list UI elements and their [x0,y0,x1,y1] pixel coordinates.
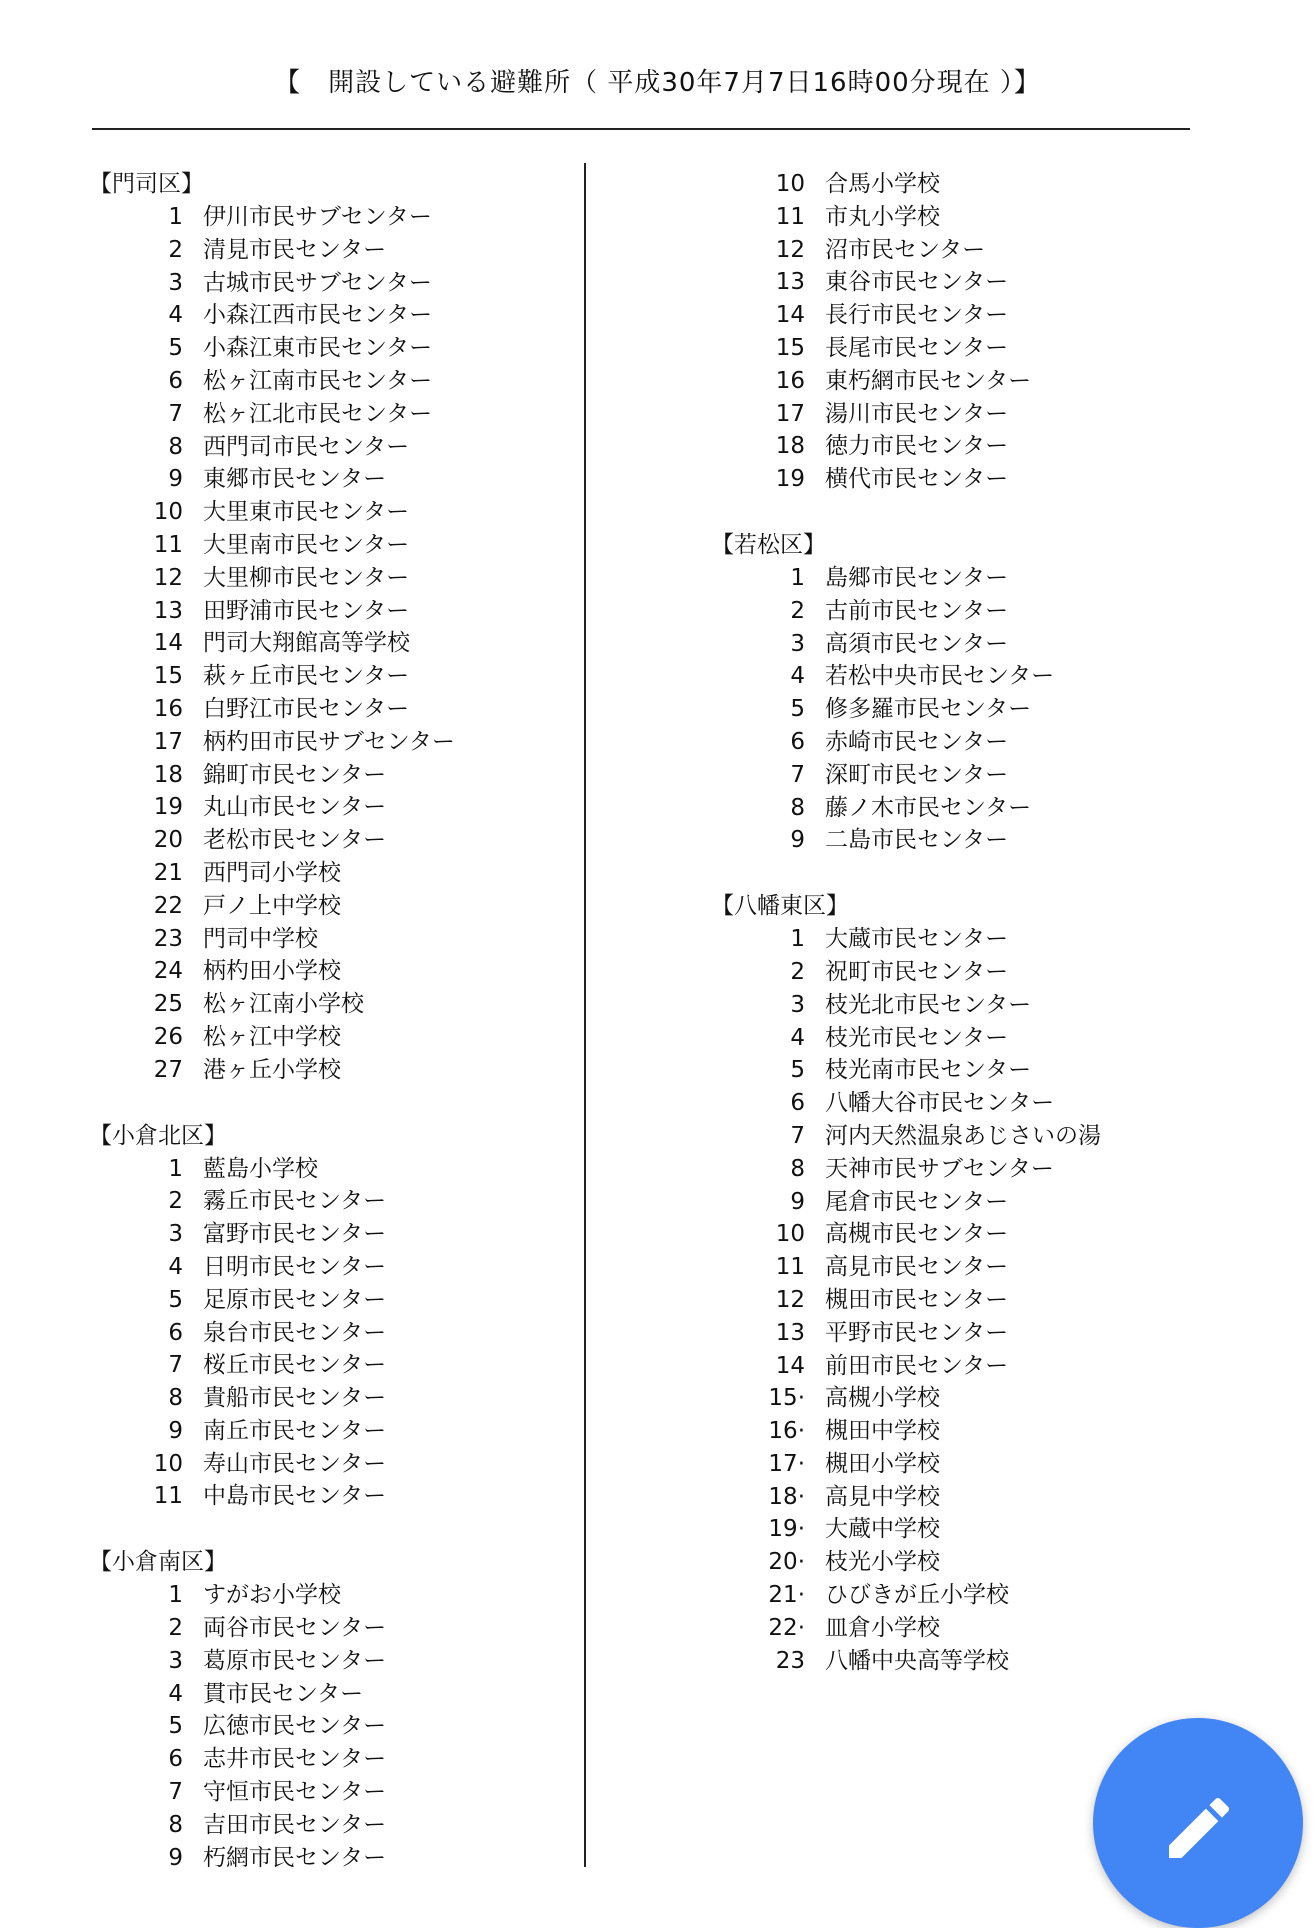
shelter-name: 東郷市民センター [203,466,387,493]
ward-section [711,890,1211,1677]
shelter-row [711,693,1211,726]
shelter-number: 9 [168,1844,183,1871]
shelter-number: 12 [153,564,183,591]
shelter-number: 3 [168,1221,183,1248]
shelter-row [89,1448,589,1481]
shelter-row [711,759,1211,792]
shelter-number: 3 [790,991,805,1018]
shelter-number: 5 [168,335,183,362]
shelter-name: 朽網市民センター [203,1844,387,1871]
shelter-number: 5 [790,696,805,723]
shelter-name: 老松市民センター [203,827,387,854]
shelter-number: 4 [168,302,183,329]
shelter-number: 3 [168,1647,183,1674]
shelter-number: 7 [168,400,183,427]
shelter-number: 11 [775,1254,805,1281]
shelter-name: 南丘市民センター [203,1417,387,1444]
shelter-name: 市丸小学校 [825,203,940,230]
ward-section [89,168,589,1087]
section-gap [89,1513,589,1546]
shelter-number: 8 [168,433,183,460]
shelter-row [89,1842,589,1875]
shelter-name: 高槻小学校 [825,1385,940,1412]
shelter-row [89,1480,589,1513]
ward-section [711,168,1211,496]
right-column [711,168,1211,1677]
shelter-row [89,496,589,529]
shelter-number: 21· [768,1582,805,1609]
ward-section [89,1546,589,1874]
shelter-row [89,234,589,267]
shelter-number: 8 [168,1811,183,1838]
shelter-row [89,267,589,300]
shelter-name: 泉台市民センター [203,1319,387,1346]
ward-heading: 【若松区】 [711,531,826,558]
shelter-number: 6 [790,1090,805,1117]
shelter-name: 大里東市民センター [203,499,410,526]
shelter-name: 小森江西市民センター [203,302,433,329]
shelter-row [89,463,589,496]
ward-heading: 【小倉南区】 [89,1549,227,1576]
shelter-row [711,726,1211,759]
shelter-row [89,1284,589,1317]
shelter-row [711,1317,1211,1350]
shelter-row [711,234,1211,267]
shelter-row [711,989,1211,1022]
shelter-number: 1 [168,204,183,230]
shelter-number: 21 [153,859,183,886]
shelter-name: 沼市民センター [825,236,986,263]
shelter-name: 寿山市民センター [203,1450,387,1477]
shelter-number: 22 [153,892,183,919]
shelter-number: 14 [153,630,183,657]
shelter-number: 6 [790,728,805,755]
shelter-name: 八幡大谷市民センター [825,1090,1055,1117]
ward-section [89,1120,589,1514]
shelter-name: 東谷市民センター [825,269,1009,296]
shelter-number: 2 [168,1188,183,1215]
shelter-number: 5 [168,1713,183,1740]
shelter-row [89,1317,589,1350]
shelter-number: 26 [153,1023,183,1050]
shelter-number: 1 [168,1582,183,1609]
shelter-name: 田野浦市民センター [203,597,410,624]
shelter-name: 横代市民センター [825,466,1009,493]
shelter-name: 錦町市民センター [203,761,387,788]
shelter-number: 24 [153,958,183,985]
shelter-number: 15 [775,334,805,361]
shelter-number: 10 [153,1450,183,1477]
shelter-number: 23 [775,1647,805,1674]
shelter-name: 萩ヶ丘市民センター [203,663,410,690]
shelter-number: 19 [775,466,805,493]
shelter-name: すがお小学校 [203,1582,341,1609]
shelter-row [89,562,589,595]
shelter-name: 平野市民センター [825,1319,1009,1346]
shelter-number: 7 [168,1779,183,1806]
shelter-name: 藍島小学校 [203,1155,318,1182]
shelter-number: 11 [153,1483,183,1510]
shelter-name: 日明市民センター [203,1253,387,1280]
shelter-number: 11 [153,531,183,558]
shelter-name: 貴船市民センター [203,1385,387,1412]
shelter-row [711,956,1211,989]
shelter-number: 18 [775,433,805,460]
shelter-number: 2 [790,958,805,985]
shelter-name: 河内天然温泉あじさいの湯 [825,1122,1101,1149]
shelter-row [711,1513,1211,1546]
shelter-row [89,398,589,431]
shelter-name: 伊川市民サブセンター [203,204,432,230]
shelter-name: 枝光市民センター [825,1024,1009,1051]
shelter-row [89,1612,589,1645]
shelter-number: 18 [153,761,183,788]
shelter-name: 柄杓田小学校 [203,958,341,985]
shelter-row [89,1678,589,1711]
shelter-row [711,201,1211,234]
shelter-name: 藤ノ木市民センター [825,794,1032,821]
pencil-edit-icon [1159,1788,1239,1868]
shelter-name: 松ヶ江南市民センター [203,367,433,394]
shelter-row [89,1415,589,1448]
shelter-name: 大蔵中学校 [825,1516,940,1543]
shelter-name: 長行市民センター [825,302,1009,329]
shelter-row [711,1415,1211,1448]
shelter-number: 17· [768,1450,805,1477]
page-title: 【 開設している避難所（ 平成30年7月7日16時00分現在 ）】 [274,68,1041,98]
shelter-row [89,1153,589,1186]
shelter-row [89,1776,589,1809]
shelter-row [711,1448,1211,1481]
shelter-number: 14 [775,302,805,329]
shelter-row [711,923,1211,956]
shelter-name: 枝光南市民センター [825,1057,1032,1084]
shelter-number: 6 [168,367,183,394]
shelter-name: 高見市民センター [825,1254,1009,1281]
shelter-row [89,1579,589,1612]
shelter-number: 9 [168,466,183,493]
shelter-row [89,1349,589,1382]
shelter-number: 15· [768,1385,805,1412]
shelter-row [711,824,1211,857]
shelter-number: 18· [768,1483,805,1510]
shelter-name: 葛原市民センター [203,1647,387,1674]
shelter-row [89,1645,589,1678]
shelter-number: 3 [790,630,805,657]
shelter-number: 20· [768,1549,805,1576]
shelter-row [711,1054,1211,1087]
shelter-name: 丸山市民センター [203,794,387,821]
shelter-name: 枝光北市民センター [825,991,1032,1018]
ward-section [711,529,1211,857]
shelter-name: 高見中学校 [825,1483,940,1510]
shelter-name: 湯川市民センター [825,400,1009,427]
shelter-number: 16· [768,1418,805,1445]
shelter-number: 13 [775,1319,805,1346]
shelter-number: 17 [775,400,805,427]
shelter-name: 槻田中学校 [825,1418,940,1445]
ward-heading: 【門司区】 [89,171,204,197]
shelter-row [89,923,589,956]
shelter-name: 古城市民サブセンター [203,269,432,296]
shelter-row [711,792,1211,825]
shelter-row [711,1350,1211,1383]
shelter-row [89,627,589,660]
shelter-row [89,529,589,562]
shelter-number: 1 [790,926,805,953]
shelter-number: 9 [790,827,805,854]
shelter-name: 八幡中央高等学校 [825,1647,1009,1674]
shelter-row [89,332,589,365]
section-gap [89,1087,589,1120]
shelter-row [89,1809,589,1842]
shelter-name: 吉田市民センター [203,1811,387,1838]
shelter-name: 高槻市民センター [825,1221,1009,1248]
shelter-row [89,726,589,759]
shelter-number: 7 [790,761,805,788]
shelter-name: 赤崎市民センター [825,728,1009,755]
shelter-row [711,562,1211,595]
shelter-name: 霧丘市民センター [203,1188,387,1215]
shelter-row [89,1054,589,1087]
shelter-row [89,299,589,332]
shelter-number: 8 [790,1155,805,1182]
shelter-number: 17 [153,728,183,755]
shelter-row [711,1382,1211,1415]
shelter-number: 11 [775,203,805,230]
shelter-number: 2 [168,236,183,263]
shelter-number: 8 [790,794,805,821]
shelter-name: 松ヶ江中学校 [203,1023,341,1050]
shelter-name: 中島市民センター [203,1483,387,1510]
shelter-name: 前田市民センター [825,1352,1009,1379]
shelter-name: 深町市民センター [825,761,1009,788]
shelter-name: 徳力市民センター [825,433,1009,460]
shelter-name: 松ヶ江南小学校 [203,991,364,1018]
shelter-number: 4 [790,663,805,690]
shelter-name: 門司大翔館高等学校 [203,630,410,657]
shelter-number: 4 [168,1253,183,1280]
shelter-name: 港ヶ丘小学校 [203,1056,341,1083]
section-gap [711,496,1211,529]
shelter-row [711,1087,1211,1120]
shelter-name: 志井市民センター [203,1746,387,1773]
shelter-row [711,595,1211,628]
shelter-name: 桜丘市民センター [203,1352,387,1379]
shelter-name: 合馬小学校 [825,171,940,197]
shelter-row [89,660,589,693]
shelter-row [711,1481,1211,1514]
shelter-row [711,1284,1211,1317]
shelter-row [711,266,1211,299]
shelter-name: 修多羅市民センター [825,696,1032,723]
shelter-row [89,365,589,398]
shelter-row [89,955,589,988]
shelter-row [711,1546,1211,1579]
shelter-number: 15 [153,663,183,690]
shelter-row [89,1382,589,1415]
shelter-row [711,299,1211,332]
shelter-row [89,1710,589,1743]
edit-fab-button[interactable] [1093,1718,1303,1928]
title-divider [92,128,1190,130]
shelter-number: 3 [168,269,183,296]
shelter-row [89,1251,589,1284]
section-gap [711,857,1211,890]
shelter-row [89,201,589,234]
shelter-row [711,1186,1211,1219]
shelter-row [711,1645,1211,1678]
shelter-number: 19 [153,794,183,821]
shelter-number: 4 [790,1024,805,1051]
shelter-number: 7 [790,1122,805,1149]
shelter-name: 若松中央市民センター [825,663,1055,690]
shelter-row [89,759,589,792]
shelter-name: 大里柳市民センター [203,564,410,591]
shelter-row [711,463,1211,496]
shelter-number: 13 [153,597,183,624]
shelter-name: 貫市民センター [203,1680,364,1707]
shelter-row [711,365,1211,398]
shelter-row [89,693,589,726]
shelter-number: 9 [790,1188,805,1215]
shelter-name: 柄杓田市民サブセンター [203,728,455,755]
shelter-row [89,1185,589,1218]
shelter-number: 9 [168,1417,183,1444]
shelter-row [89,988,589,1021]
shelter-number: 20 [153,827,183,854]
shelter-name: 島郷市民センター [825,564,1009,591]
shelter-row [711,398,1211,431]
shelter-row [89,857,589,890]
shelter-name: 小森江東市民センター [203,335,433,362]
shelter-number: 1 [790,564,805,591]
shelter-number: 16 [153,695,183,722]
shelter-row [89,595,589,628]
shelter-row [711,1251,1211,1284]
shelter-number: 10 [153,499,183,526]
shelter-row [711,1022,1211,1055]
shelter-name: 高須市民センター [825,630,1009,657]
shelter-name: 広徳市民センター [203,1713,387,1740]
shelter-name: 門司中学校 [203,925,318,952]
shelter-number: 4 [168,1680,183,1707]
shelter-name: 枝光小学校 [825,1549,940,1576]
shelter-name: 白野江市民センター [203,695,410,722]
shelter-number: 22· [768,1614,805,1641]
shelter-number: 12 [775,236,805,263]
shelter-row [89,1743,589,1776]
shelter-row [89,890,589,923]
shelter-name: 古前市民センター [825,597,1009,624]
shelter-row [711,430,1211,463]
shelter-number: 23 [153,925,183,952]
shelter-number: 5 [790,1057,805,1084]
shelter-number: 10 [775,1221,805,1248]
shelter-name: 尾倉市民センター [825,1188,1009,1215]
shelter-name: 長尾市民センター [825,334,1009,361]
shelter-row [711,660,1211,693]
shelter-number: 19· [768,1516,805,1543]
shelter-row [711,1579,1211,1612]
shelter-number: 6 [168,1319,183,1346]
shelter-number: 2 [168,1615,183,1642]
shelter-number: 16 [775,367,805,394]
shelter-number: 12 [775,1286,805,1313]
shelter-row [89,1218,589,1251]
shelter-row [711,332,1211,365]
shelter-name: 槻田小学校 [825,1450,940,1477]
shelter-name: 祝町市民センター [825,958,1009,985]
shelter-name: 大蔵市民センター [825,926,1009,953]
shelter-number: 10 [775,171,805,197]
shelter-name: 天神市民サブセンター [825,1155,1054,1182]
shelter-name: 二島市民センター [825,827,1009,854]
shelter-row [711,1218,1211,1251]
shelter-name: 富野市民センター [203,1221,387,1248]
shelter-name: 西門司小学校 [203,859,341,886]
shelter-number: 14 [775,1352,805,1379]
shelter-name: 槻田市民センター [825,1286,1009,1313]
left-column [89,168,589,1874]
shelter-name: 両谷市民センター [203,1615,387,1642]
shelter-row [711,628,1211,661]
shelter-number: 25 [153,991,183,1018]
shelter-row [89,1021,589,1054]
shelter-number: 27 [153,1056,183,1083]
shelter-number: 7 [168,1352,183,1379]
shelter-name: 東朽網市民センター [825,367,1032,394]
shelter-name: 大里南市民センター [203,531,410,558]
shelter-name: 西門司市民センター [203,433,410,460]
shelter-name: 松ヶ江北市民センター [203,400,433,427]
shelter-row [711,1612,1211,1645]
shelter-row [89,791,589,824]
shelter-number: 6 [168,1746,183,1773]
shelter-name: 戸ノ上中学校 [203,892,341,919]
shelter-name: 清見市民センター [203,236,387,263]
shelter-row [89,824,589,857]
shelter-row [711,1120,1211,1153]
shelter-number: 1 [168,1155,183,1182]
shelter-number: 8 [168,1385,183,1412]
shelter-row [711,1153,1211,1186]
shelter-row [89,431,589,464]
shelter-name: 皿倉小学校 [825,1614,940,1641]
shelter-number: 5 [168,1286,183,1313]
shelter-name: ひびきが丘小学校 [825,1582,1009,1609]
ward-heading: 【小倉北区】 [89,1122,227,1149]
shelter-number: 13 [775,269,805,296]
shelter-row [711,168,1211,201]
ward-heading: 【八幡東区】 [711,893,849,920]
shelter-number: 2 [790,597,805,624]
shelter-name: 足原市民センター [203,1286,387,1313]
shelter-name: 守恒市民センター [203,1779,387,1806]
